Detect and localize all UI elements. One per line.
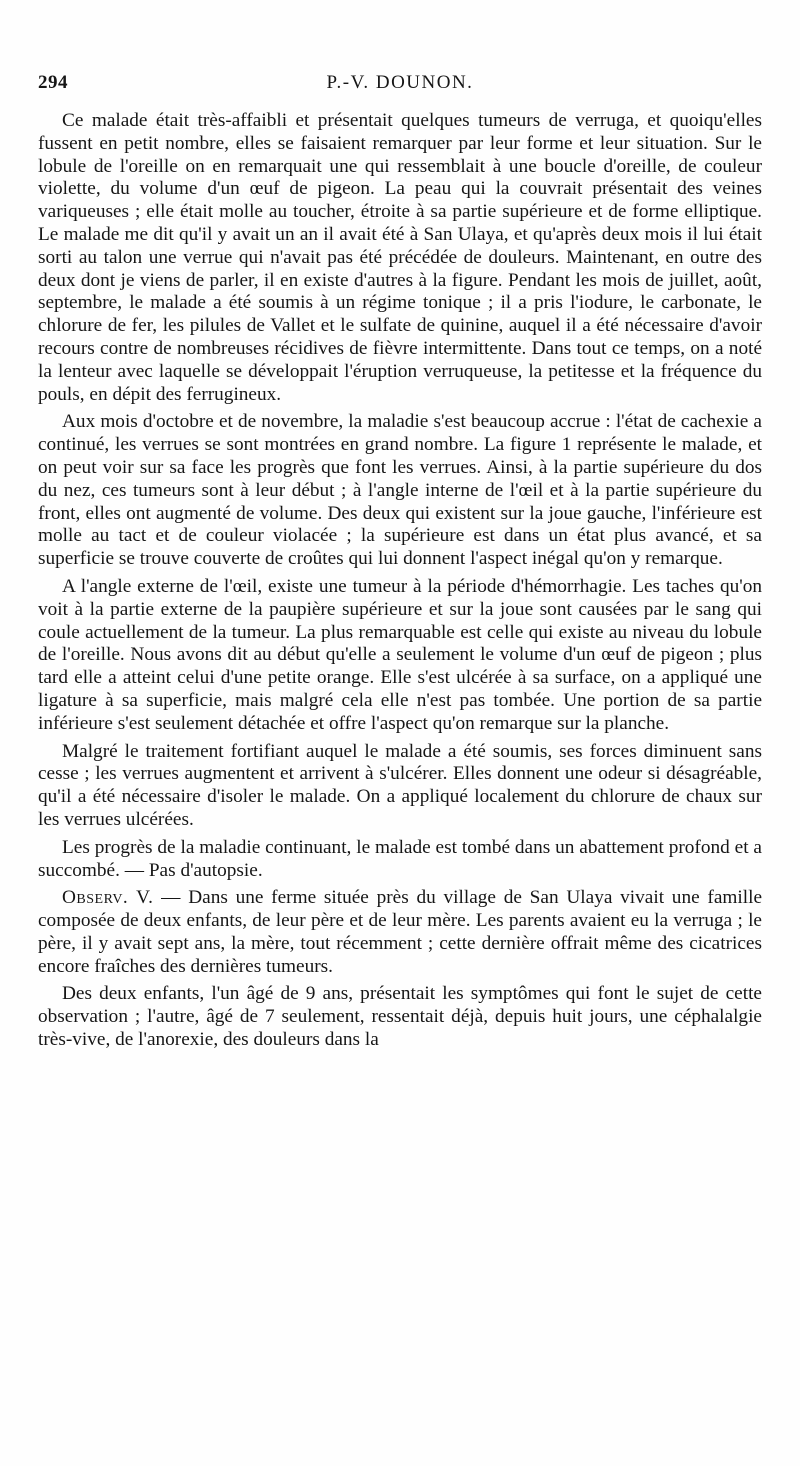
paragraph: Aux mois d'octobre et de novembre, la maladie s'est beaucoup accrue : l'état de cachexie a continué, les verrues se sont montrées en grand nombre. La figure 1 représente le malade, et on peut voir sur sa face les progrès que font les verrues. Ainsi, à la partie supérieure du dos du nez, ces tumeurs sont à leur début ; à l'angle interne de l'œil et à la partie supérieure du front, elles ont augmenté de volume. Des deux qui existent sur la joue gauche, l'inférieure est molle au tact et de couleur violacée ; la supérieure est dans un état plus avancé, et sa superficie se trouve couverte de croûtes qui lui donnent l'aspect inégal qu'on y remarque. [38,411,762,570]
body-text [38,110,762,1057]
paragraph: Malgré le traitement fortifiant auquel le malade a été soumis, ses forces diminuent sans cesse ; les verrues augmentent et arrivent à s'ulcérer. Elles donnent une odeur si désagréable, qu'il a été nécessaire d'isoler le malade. On a appliqué localement du chlorure de chaux sur les verrues ulcérées. [38,740,762,830]
observation-paragraph [38,887,762,978]
running-title: P.-V. DOUNON. [326,72,474,93]
paragraph: Les progrès de la maladie continuant, le malade est tombé dans un abattement profond et a succombé. — Pas d'autopsie. [38,836,762,881]
paragraph: A l'angle externe de l'œil, existe une tumeur à la période d'hémorrhagie. Les taches qu'on voit à la partie externe de la paupière supérieure et sur la joue sont causées par le sang qui coule actuellement de la tumeur. La plus remarquable est celle qui existe au niveau du lobule de l'oreille. Nous avons dit au début qu'elle a seulement le volume d'un œuf de pigeon ; plus tard elle a atteint celui d'une petite orange. Elle s'est ulcérée à sa surface, on a appliqué une ligature à sa superficie, mais malgré cela elle n'est pas tombée. Une portion de sa partie inférieure s'est seulement détachée et offre l'aspect qu'on remarque sur la planche. [38,575,762,734]
page-number: 294 [38,72,68,93]
paragraph: Ce malade était très-affaibli et présentait quelques tumeurs de verruga, et quoiqu'elles fussent en petit nombre, elles se faisaient remarquer par leur forme et leur situation. Sur le lobule de l'oreille on en remarquait une qui ressemblait à une boucle d'oreille, de couleur violette, du volume d'un œuf de pigeon. La peau qui la couvrait présentait des veines variqueuses ; elle était molle au toucher, étroite à sa partie supérieure et de forme elliptique. Le malade me dit qu'il y avait un an il avait été à San Ulaya, et qu'après deux mois il lui était sorti au talon une verrue qui n'avait pas été précédée de douleurs. Maintenant, en outre des deux dont je viens de parler, il en existe d'autres à la figure. Pendant les mois de juillet, août, septembre, le malade a été soumis à un régime tonique ; il a pris l'iodure, le carbonate, le chlorure de fer, les pilules de Vallet et le sulfate de quinine, auquel il a été nécessaire d'avoir recours contre de nombreuses récidives de fièvre intermittente. Dans tout ce temps, on a noté la lenteur avec laquelle se développait l'éruption verruqueuse, la petitesse et la fréquence du pouls, en dépit des ferrugineux. [38,110,762,405]
paragraph: Des deux enfants, l'un âgé de 9 ans, présentait les symptômes qui font le sujet de cette observation ; l'autre, âgé de 7 seulement, ressentait déjà, depuis huit jours, une céphalalgie très-vive, de l'anorexie, des douleurs dans la [38,983,762,1051]
observation-text: — Dans une ferme située près du village de San Ulaya vivait une famille composée de deux enfants, de leur père et de leur mère. Les parents avaient eu la verruga ; le père, il y avait sept ans, la mère, tout récemment ; cette dernière offrait même des cicatrices encore fraîches des dernières tumeurs. [38,887,763,977]
observation-label: Observ. V. [62,887,154,909]
page-header [38,72,762,100]
